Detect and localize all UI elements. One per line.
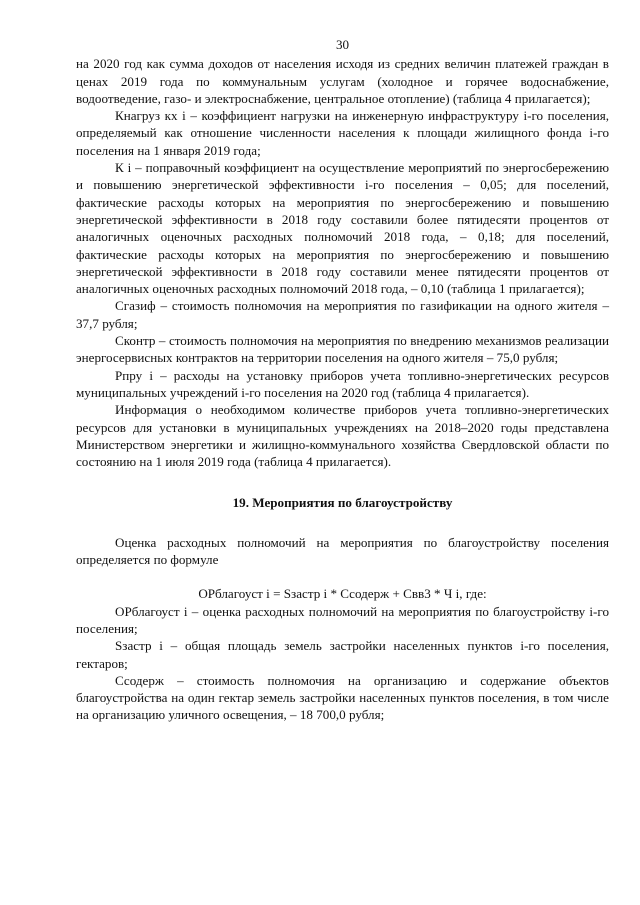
- paragraph-metering-info: Информация о необходимом количестве приборов учета топливно-энергетических ресурсов для установки в муниципальных учреждениях на 2018–2020 годы представлена Министерством энергетики и жилищно-коммунального хозяйства Свердловской области по состоянию на 1 июля 2019 года (таблица 4 прилагается).: [76, 402, 609, 470]
- paragraph-metering-expenses: Рпру i – расходы на установку приборов учета топливно-энергетических ресурсов муниципальных учреждений i-го поселения на 2020 год (таблица 4 прилагается).: [76, 367, 609, 400]
- paragraph-built-area: Sзастр i – общая площадь земель застройки населенных пунктов i-го поселения, гектаров;: [76, 638, 609, 671]
- paragraph-gasification-cost: Сгазиф – стоимость полномочия на мероприятия по газификации на одного жителя – 37,7 рубля;: [76, 298, 609, 331]
- paragraph-correction-coefficient: К i – поправочный коэффициент на осуществление мероприятий по энергосбережению и повышению энергетической эффективности i-го поселения – 0,05; для поселений, фактические расходы которых на мероприятия по энергосбережению и повышению энергетической эффективности в 2018 году составили более пятидесяти процентов от аналогичных оценочных расходных полномочий 2018 года, – 0,18; для поселений, фактические расходы которых на мероприятия по энергосбережению и повышению энергетической эффективности в 2018 году составили менее пятидесяти процентов от аналогичных оценочных расходных полномочий 2018 года, – 0,10 (таблица 1 прилагается);: [76, 160, 609, 297]
- document-page: [76, 36, 609, 724]
- paragraph-maintenance-cost: Ссодерж – стоимость полномочия на организацию и содержание объектов благоустройства на один гектар земель застройки населенных пунктов поселения, в том числе на организацию уличного освещения, – 18 700,0 рубля;: [76, 672, 609, 723]
- page-number: 30: [335, 37, 350, 52]
- paragraph-energy-contract-cost: Сконтр – стоимость полномочия на мероприятия по внедрению механизмов реализации энергосервисных контрактов на территории поселения на одного жителя – 75,0 рубля;: [76, 333, 609, 366]
- formula-line: ОРблагоуст i = Sзастр i * Ссодерж + Свв3 * Ч i, где:: [198, 586, 487, 602]
- paragraph-revenue-definition: на 2020 год как сумма доходов от населения исходя из средних величин платежей граждан в ценах 2019 года по коммунальным услугам (холодное и горячее водоснабжение, водоотведение, газо- и электроснабжение, центральное отопление) (таблица 4 прилагается);: [76, 56, 609, 106]
- paragraph-section-intro: Оценка расходных полномочий на мероприятия по благоустройству поселения определяется по формуле: [76, 534, 609, 568]
- paragraph-improvement-estimate: ОРблагоуст i – оценка расходных полномочий на мероприятия по благоустройству i-го поселения;: [76, 603, 609, 636]
- section-heading: 19. Мероприятия по благоустройству: [232, 495, 453, 511]
- paragraph-load-coefficient: Кнагруз кх i – коэффициент нагрузки на инженерную инфраструктуру i-го поселения, определяемый как отношение численности населения к площади жилищного фонда i-го поселения на 1 января 2019 года;: [76, 108, 609, 158]
